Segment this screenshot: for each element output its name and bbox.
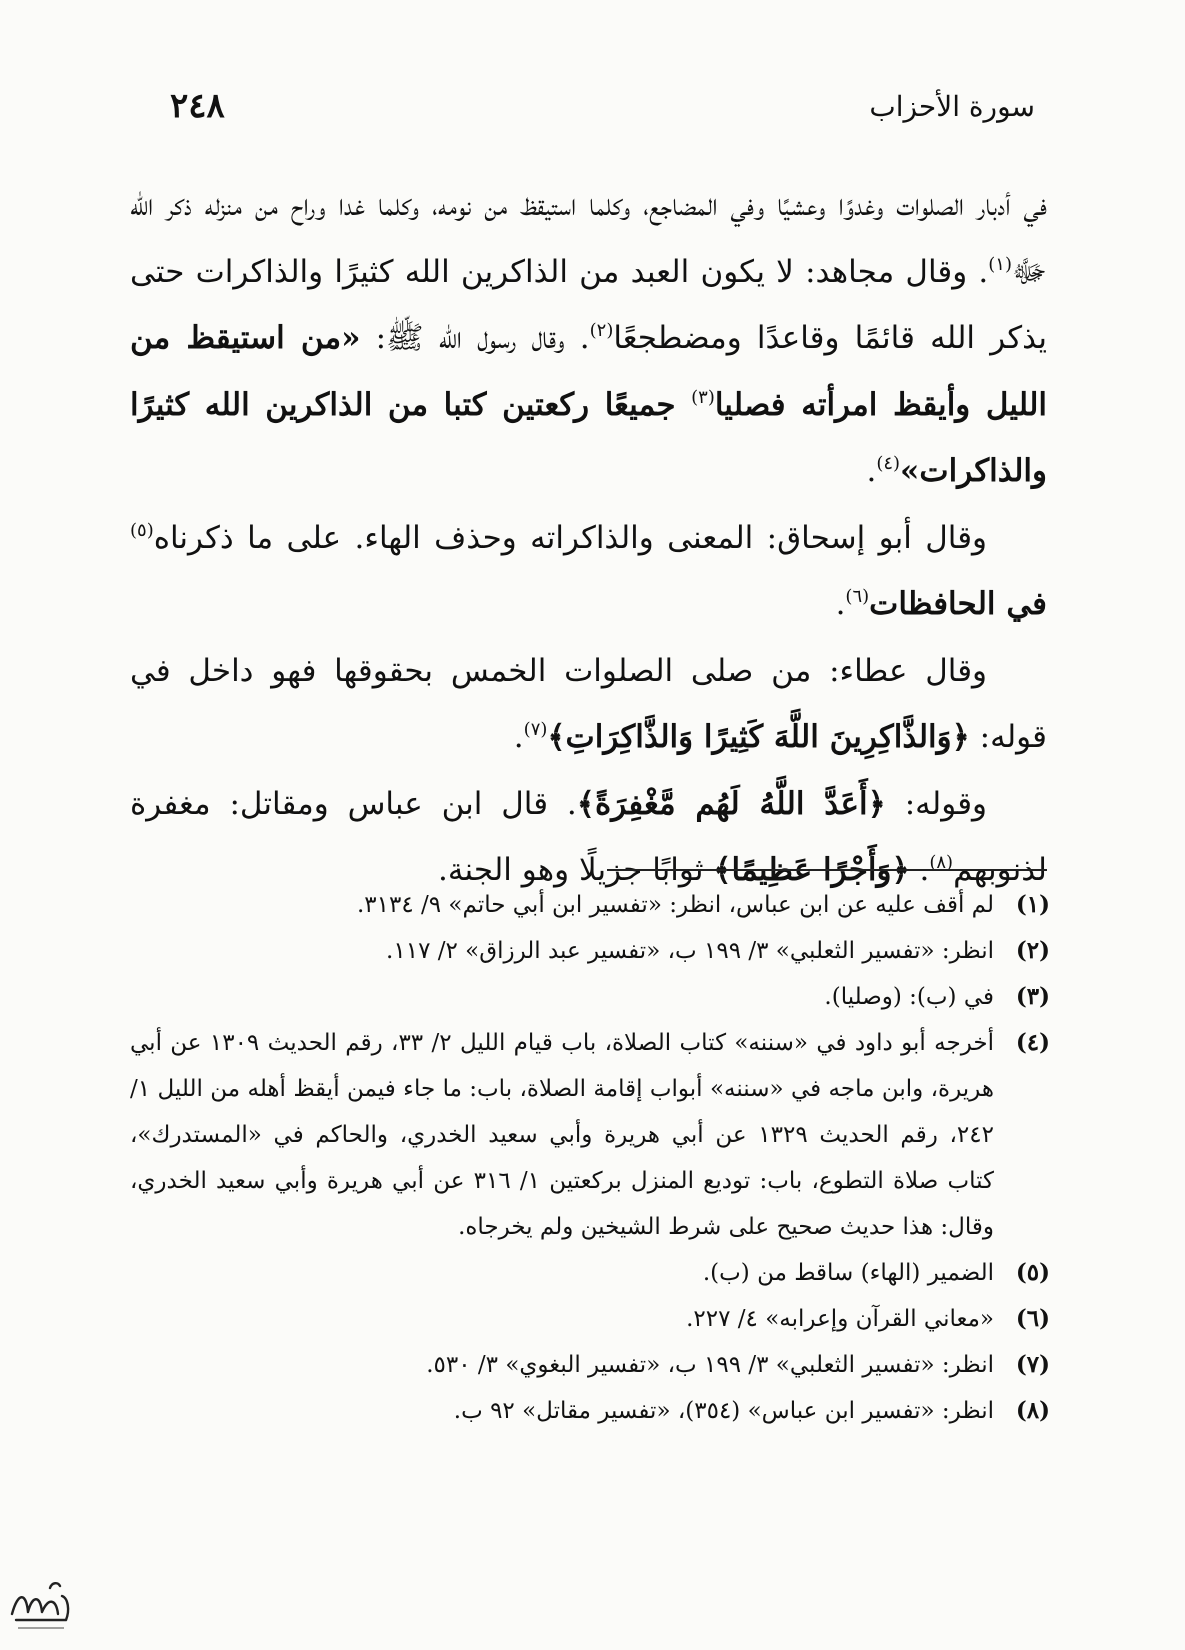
footnote-marker: (٦) [1015, 1305, 1050, 1332]
text-run: . [513, 719, 524, 755]
footnote-ref-4: (٤) [876, 453, 901, 474]
paragraph-3 [130, 638, 1047, 771]
hadith-text-continued: جميعًا ركعتين كتبا من الذاكرين الله كثيرًا والذاكرات» [130, 386, 1047, 489]
footnote-ref-1: (١) [988, 253, 1012, 275]
footnote-text: انظر: «تفسير ابن عباس» (٣٥٤)، «تفسير مقاتل» ٩٢ ب. [453, 1398, 994, 1424]
footnote-marker: (٥) [1015, 1259, 1050, 1286]
footnote-ref-3: (٣) [691, 386, 715, 408]
text-run: . [909, 852, 930, 888]
footnote-marker: (٢) [1015, 937, 1050, 964]
footnote-1 [130, 882, 1050, 928]
logo-calligraphy [12, 1583, 68, 1620]
footnote-marker: (٨) [1015, 1397, 1050, 1424]
footnote-text: انظر: «تفسير الثعلبي» ٣/ ١٩٩ ب، «تفسير البغوي» ٣/ ٥٣٠. [426, 1352, 994, 1378]
footnote-text: انظر: «تفسير الثعلبي» ٣/ ١٩٩ ب، «تفسير عبد الرزاق» ٢/ ١١٧. [386, 938, 994, 964]
text-run: . وقال رسول الله ﷺ: [360, 320, 590, 356]
footnote-ref-7: (٧) [523, 719, 548, 740]
page-header [150, 86, 1035, 146]
footnote-7 [130, 1342, 1050, 1388]
main-text [130, 172, 1047, 904]
footnote-marker: (٧) [1015, 1351, 1050, 1378]
publisher-logo [6, 1574, 76, 1638]
footnote-6 [130, 1296, 1050, 1342]
text-run: في أدبار الصلوات وغدوًا وعشيًا وفي المضاجع، وكلما استيقظ من نومه، وكلما غدا وراح من منزله ذكر الله ﷻ [130, 187, 1047, 290]
footnote-separator [607, 869, 1047, 871]
hadith-text: «من استيقظ من الليل وأيقظ امرأته فصليا [130, 320, 1047, 423]
text-run: وقال عطاء: من صلى الصلوات الخمس بحقوقها فهو داخل في قوله: [130, 652, 1047, 755]
footnote-marker: (١) [1015, 891, 1050, 918]
footnote-text: لم أقف عليه عن ابن عباس، انظر: «تفسير ابن أبي حاتم» ٩/ ٣١٣٤. [356, 892, 994, 918]
footnote-marker: (٣) [1015, 983, 1050, 1010]
page-number: ٢٤٨ [170, 86, 225, 126]
footnote-2 [130, 928, 1050, 974]
text-run: . [835, 586, 846, 622]
text-run: . وقال مجاهد: لا يكون العبد من الذاكرين الله كثيرًا والذاكرات حتى يذكر الله قائمًا وقاعدًا ومضطجعًا [130, 253, 1047, 356]
quran-verse: ﴿أَعَدَّ اللَّهُ لَهُم مَّغْفِرَةً﴾ [576, 785, 886, 822]
text-run: . [866, 453, 877, 489]
footnote-4 [130, 1020, 1050, 1250]
quran-verse: ﴿وَأَجْرًا عَظِيمًا﴾ [713, 852, 910, 888]
footnote-ref-8: (٨) [929, 852, 954, 873]
quran-verse: ﴿وَالذَّاكِرِينَ اللَّهَ كَثِيرًا وَالذَّاكِرَاتِ﴾ [547, 719, 970, 755]
footnote-8 [130, 1388, 1050, 1434]
paragraph-2 [130, 505, 1047, 638]
footnote-ref-2: (٢) [589, 320, 614, 341]
text-run-bold: في الحافظات [869, 586, 1047, 622]
footnote-text: «معاني القرآن وإعرابه» ٤/ ٢٢٧. [686, 1306, 994, 1332]
footnote-ref-5: (٥) [130, 519, 154, 541]
text-run: ثوابًا جزيلًا وهو الجنة. [438, 852, 714, 888]
text-run: . قال ابن عباس ومقاتل: مغفرة لذنوبهم [130, 785, 1047, 888]
paragraph-1 [130, 172, 1047, 505]
footnote-marker: (٤) [1015, 1029, 1050, 1056]
footnote-text: أخرجه أبو داود في «سننه» كتاب الصلاة، باب قيام الليل ٢/ ٣٣، رقم الحديث ١٣٠٩ عن أبي هريرة، وابن ماجه في «سننه» أبواب إقامة الصلاة، باب: ما جاء فيمن أيقظ أهله من الليل ١/ ٢٤٢، رقم الحديث ١٣٢٩ عن أبي هريرة وأبي سعيد الخدري، والحاكم في «المستدرك»، كتاب صلاة التطوع، باب: توديع المنزل بركعتين ١/ ٣١٦ عن أبي هريرة وأبي سعيد الخدري، وقال: هذا حديث صحيح على شرط الشيخين ولم يخرجاه. [130, 1030, 994, 1240]
text-run: وقوله: [885, 785, 988, 822]
footnote-text: في (ب): (وصليا). [824, 984, 994, 1010]
footnotes [130, 882, 1050, 1434]
footnote-3 [130, 974, 1050, 1020]
footnote-5 [130, 1250, 1050, 1296]
footnote-text: الضمير (الهاء) ساقط من (ب). [702, 1260, 994, 1286]
text-run: وقال أبو إسحاق: المعنى والذاكراته وحذف الهاء. على ما ذكرناه [153, 519, 987, 556]
footnote-ref-6: (٦) [845, 586, 870, 607]
surah-title: سورة الأحزاب [869, 90, 1035, 123]
